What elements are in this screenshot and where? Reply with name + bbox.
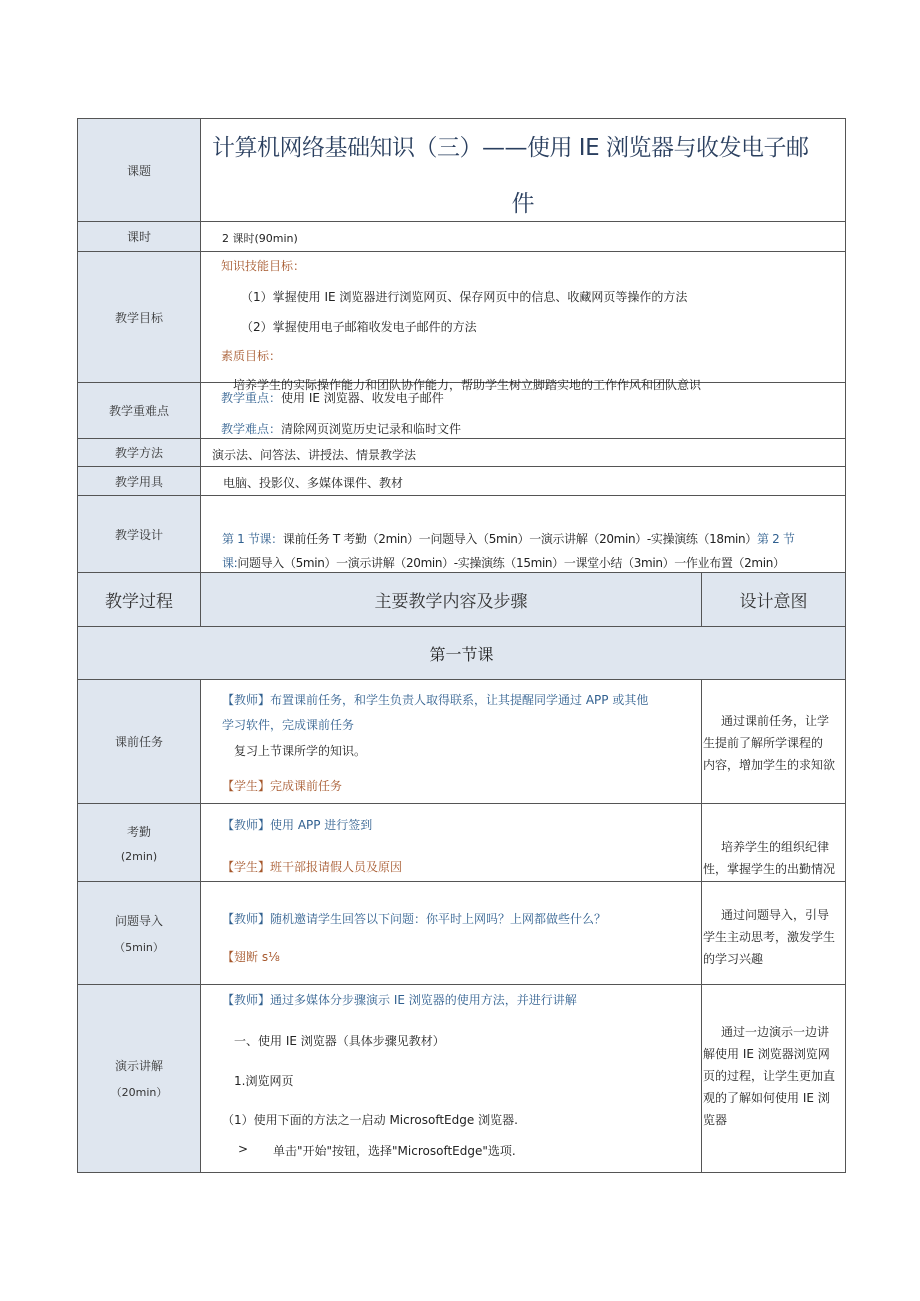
demo-title: 演示讲解 <box>114 1059 163 1073</box>
demo-step-4-marker: > <box>238 1142 249 1156</box>
question-content <box>201 882 702 984</box>
key-point-label: 教学重点： <box>221 391 282 405</box>
goal-item-2: （2）掌握使用电子邮箱收发电子邮件的方法 <box>241 320 477 334</box>
hours-value: 2 课时(90min) <box>222 232 298 245</box>
header-content: 主要教学内容及步骤 <box>201 573 702 626</box>
tools-value: 电脑、投影仪、多媒体课件、教材 <box>223 476 404 490</box>
methods-row <box>78 439 845 467</box>
design-label: 教学设计 <box>78 496 201 572</box>
session1-text: 课前任务 T 考勤（2min）一问题导入（5min）一演示讲解（20min）-实操演练（18min） <box>282 532 757 546</box>
tools-content <box>201 467 845 495</box>
tools-row <box>78 467 845 496</box>
process-header-row <box>78 573 845 627</box>
lesson-plan-table <box>77 118 846 1173</box>
question-label <box>78 882 201 984</box>
topic-title-line2: 件 <box>511 191 535 217</box>
goals-content <box>201 252 845 392</box>
demo-note-2: 解使用 IE 浏览器浏览网 <box>703 1047 830 1061</box>
demo-teacher: 【教师】通过多媒体分步骤演示 IE 浏览器的使用方法，并进行讲解 <box>222 993 577 1007</box>
pre-task-note-3: 内容，增加学生的求知欲 <box>703 758 836 772</box>
design-line-1 <box>222 530 794 547</box>
keypoints-label: 教学重难点 <box>78 383 201 438</box>
demo-note-4: 观的了解如何使用 IE 浏 <box>703 1091 830 1105</box>
demo-duration: （20min） <box>110 1086 168 1099</box>
goals-row <box>78 252 845 392</box>
demo-note-1: 通过一边演示一边讲 <box>721 1025 830 1039</box>
demo-step-4: 单击"开始"按钮，选择"MicrosoftEdge"选项. <box>273 1144 516 1158</box>
goal-item-1: （1）掌握使用 IE 浏览器进行浏览网页、保存网页中的信息、收藏网页等操作的方法 <box>241 290 688 304</box>
hard-point-label: 教学难点： <box>221 422 282 436</box>
hours-row <box>78 222 845 252</box>
pre-task-review: 复习上节课所学的知识。 <box>234 744 367 758</box>
header-intent: 设计意图 <box>739 592 808 612</box>
attendance-duration: (2min) <box>120 849 158 863</box>
methods-value: 演示法、问答法、讲授法、情景教学法 <box>212 448 417 462</box>
attendance-row <box>78 804 845 882</box>
question-duration: （5min） <box>114 940 164 954</box>
key-point <box>221 389 444 406</box>
pre-task-note <box>702 680 845 803</box>
tools-label: 教学用具 <box>78 467 201 495</box>
question-note <box>702 882 845 984</box>
question-title: 问题导入 <box>114 913 163 928</box>
question-note-1: 通过问题导入，引导 <box>721 908 830 922</box>
key-point-text: 使用 IE 浏览器、收发电子邮件 <box>281 391 444 405</box>
quality-item: 培养学生的实际操作能力和团队协作能力，帮助学生树立脚踏实地的工作作风和团队意识 <box>233 378 702 392</box>
demo-note-5: 览器 <box>703 1113 728 1127</box>
hours-content <box>201 222 845 251</box>
question-teacher-text: 随机邀请学生回答以下问题：你平时上网吗？上网都做些什么？ <box>270 912 607 926</box>
keypoints-row <box>78 383 845 439</box>
question-row <box>78 882 845 985</box>
pre-task-row <box>78 680 845 804</box>
demo-label <box>78 985 201 1172</box>
section-title-row <box>78 627 845 680</box>
question-note-3: 的学习兴趣 <box>703 952 764 966</box>
knowledge-heading: 知识技能目标： <box>221 259 306 273</box>
hours-label: 课时 <box>78 222 201 251</box>
session2-text: 问题导入（5min）一演示讲解（20min）-实操演练（15min）一课堂小结（3min）一作业布置（2min） <box>237 556 785 570</box>
attendance-note-1: 培养学生的组织纪律 <box>721 840 830 854</box>
topic-content <box>201 119 845 221</box>
hard-point-text: 清除网页浏览历史记录和临时文件 <box>281 422 462 436</box>
pre-task-note-2: 生提前了解所学课程的 <box>703 736 824 750</box>
hard-point <box>221 420 461 437</box>
pre-task-note-1: 通过课前任务，让学 <box>721 714 830 728</box>
topic-row <box>78 119 845 222</box>
pre-task-teacher-2: 学习软件，完成课前任务 <box>222 718 355 732</box>
question-teacher <box>222 910 606 927</box>
quality-heading: 素质目标： <box>221 349 282 363</box>
demo-note-3: 页的过程，让学生更加直 <box>703 1069 836 1083</box>
pre-task-teacher-1: 【教师】布置课前任务，和学生负责人取得联系，让其提醒同学通过 APP 或其他 <box>222 693 649 707</box>
design-content <box>201 496 845 572</box>
demo-row <box>78 985 845 1172</box>
goals-label: 教学目标 <box>78 252 201 382</box>
demo-content <box>201 985 702 1172</box>
demo-step-2: 1.浏览网页 <box>234 1074 294 1088</box>
attendance-student: 【学生】班干部报请假人员及原因 <box>222 860 403 874</box>
attendance-note <box>702 804 845 881</box>
header-process: 教学过程 <box>78 573 201 626</box>
design-row <box>78 496 845 573</box>
methods-label: 教学方法 <box>78 439 201 466</box>
question-note-2: 学生主动思考，激发学生 <box>703 930 836 944</box>
pre-task-student: 【学生】完成课前任务 <box>222 779 343 793</box>
attendance-content <box>201 804 702 881</box>
demo-step-3: （1）使用下面的方法之一启动 MicrosoftEdge 浏览器. <box>222 1113 518 1127</box>
session2-label-cont: 课: <box>222 556 238 570</box>
topic-title-line1: 计算机网络基础知识（三）——使用 IE 浏览器与收发电子邮 <box>212 135 809 161</box>
question-teacher-tag: 【教师】 <box>222 912 271 926</box>
section-title: 第一节课 <box>429 644 494 664</box>
attendance-title: 考勤 <box>126 824 151 839</box>
demo-note <box>702 985 845 1172</box>
session2-label: 第 2 节 <box>756 532 795 546</box>
attendance-teacher: 【教师】使用 APP 进行签到 <box>222 818 373 832</box>
topic-label: 课题 <box>78 119 201 221</box>
pre-task-label: 课前任务 <box>78 680 201 803</box>
session1-label: 第 1 节课： <box>222 532 283 546</box>
keypoints-content <box>201 383 845 438</box>
pre-task-content <box>201 680 702 803</box>
attendance-label <box>78 804 201 881</box>
question-student: 【翅断 s⅛ <box>222 950 280 964</box>
methods-content <box>201 439 845 466</box>
attendance-note-2: 性，掌握学生的出勤情况 <box>703 862 836 876</box>
design-line-2 <box>222 554 785 571</box>
demo-step-1: 一、使用 IE 浏览器（具体步骤见教材） <box>234 1034 445 1048</box>
